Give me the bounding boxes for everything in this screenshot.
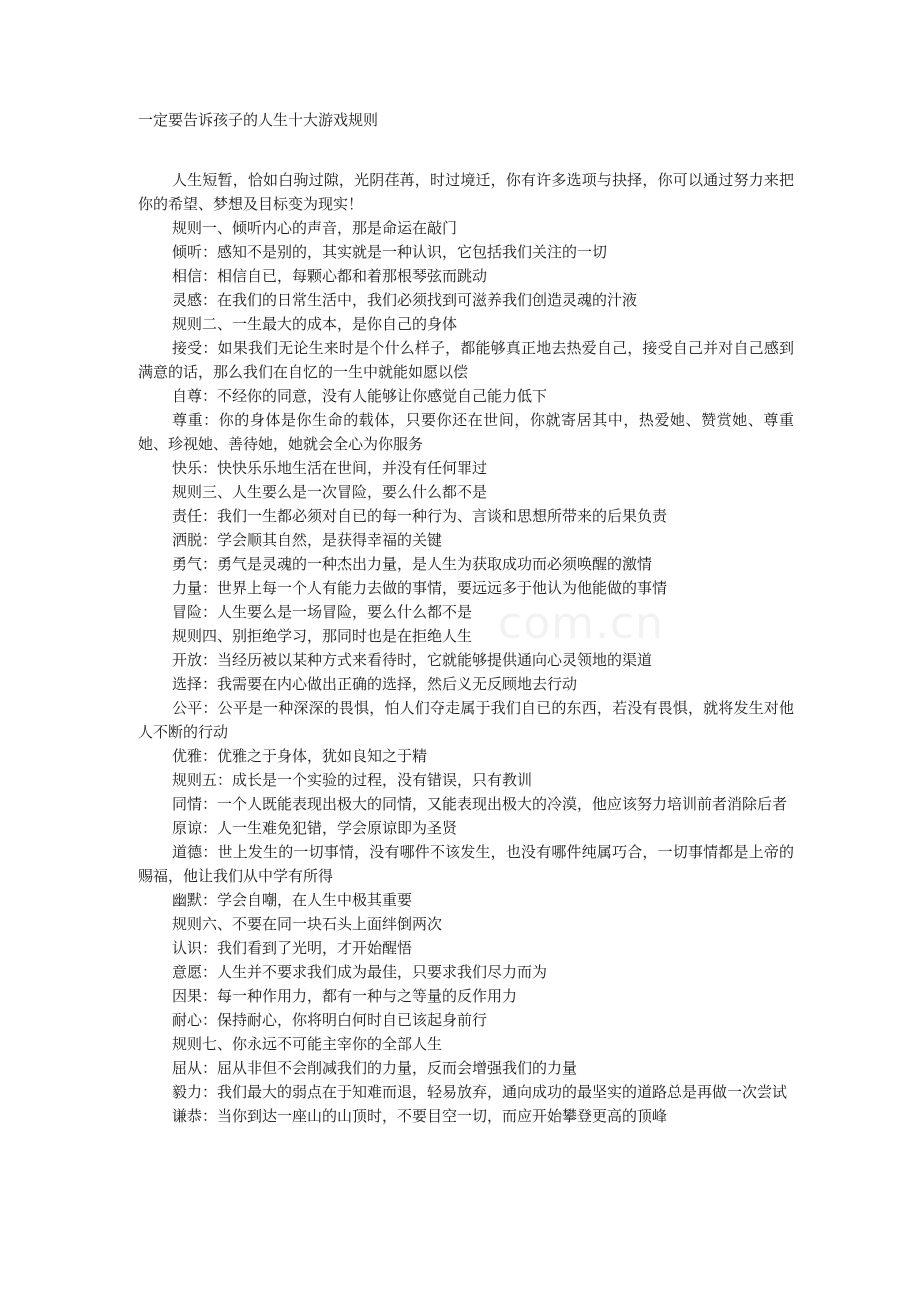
- body-paragraph: 自尊：不经你的同意，没有人能够让你感觉自己能力低下: [172, 387, 548, 405]
- body-paragraph: 规则五：成长是一个实验的过程，没有错误，只有教训: [172, 771, 533, 789]
- body-paragraph: 同情：一个人既能表现出极大的同情，又能表现出极大的冷漠，他应该努力培训前者消除后者: [172, 795, 788, 813]
- body-paragraph: 力量：世界上每一个人有能力去做的事情，要远远多于他认为他能做的事情: [172, 579, 668, 597]
- body-paragraph: 规则二、一生最大的成本，是你自己的身体: [172, 315, 458, 333]
- body-paragraph: 规则一、倾听内心的声音，那是命运在敲门: [172, 219, 458, 237]
- body-paragraph: 规则四、别拒绝学习，那同时也是在拒绝人生: [172, 627, 473, 645]
- body-paragraph: 开放：当经历被以某种方式来看待时，它就能够提供通向心灵领地的渠道: [172, 651, 653, 669]
- body-paragraph: 公平：公平是一种深深的畏惧，怕人们夺走属于我们自已的东西，若没有畏惧，就将发生对他人不断的行动: [138, 699, 794, 741]
- body-paragraph: 规则七、你永远不可能主宰你的全部人生: [172, 1035, 443, 1053]
- watermark-text: com.cn: [498, 598, 665, 649]
- body-paragraph: 洒脱：学会顺其自然，是获得幸福的关键: [172, 531, 443, 549]
- body-paragraph: 灵感：在我们的日常生活中，我们必须找到可滋养我们创造灵魂的汁液: [172, 291, 638, 309]
- body-paragraph: 勇气：勇气是灵魂的一种杰出力量，是人生为获取成功而必须唤醒的激情: [172, 555, 653, 573]
- body-paragraph: 原谅：人一生难免犯错，学会原谅即为圣贤: [172, 819, 458, 837]
- body-paragraph: 快乐：快快乐乐地生活在世间，并没有任何罪过: [172, 459, 488, 477]
- body-paragraph: 责任：我们一生都必须对自已的每一种行为、言谈和思想所带来的后果负责: [172, 507, 668, 525]
- body-paragraph: 幽默：学会自嘲，在人生中极其重要: [172, 891, 413, 909]
- body-paragraph: 规则三、人生要么是一次冒险，要么什么都不是: [172, 483, 488, 501]
- body-paragraph: 道德：世上发生的一切事情，没有哪件不该发生，也没有哪件纯属巧合，一切事情都是上帝的赐福，他让我们从中学有所得: [138, 843, 794, 885]
- body-paragraph: 人生短暂，恰如白驹过隙，光阴荏苒，时过境迁，你有许多选项与抉择，你可以通过努力来把你的希望、梦想及目标变为现实！: [138, 171, 794, 213]
- body-paragraph: 冒险：人生要么是一场冒险，要么什么都不是: [172, 603, 473, 621]
- body-paragraph: 尊重：你的身体是你生命的载体，只要你还在世间，你就寄居其中，热爱她、赞赏她、尊重她、珍视她、善待她，她就会全心为你服务: [138, 411, 794, 453]
- body-paragraph: 接受：如果我们无论生来时是个什么样子，都能够真正地去热爱自己，接受自己并对自己感到满意的话，那么我们在自忆的一生中就能如愿以偿: [138, 339, 794, 381]
- body-paragraph: 屈从：屈从非但不会削减我们的力量，反而会增强我们的力量: [172, 1059, 578, 1077]
- body-paragraph: 意愿：人生并不要求我们成为最佳，只要求我们尽力而为: [172, 963, 548, 981]
- document-body: [138, 168, 794, 1128]
- body-paragraph: 毅力：我们最大的弱点在于知难而退，轻易放弃，通向成功的最坚实的道路总是再做一次尝试: [172, 1083, 788, 1101]
- body-paragraph: 优雅：优雅之于身体，犹如良知之于精: [172, 747, 428, 765]
- document-title: 一定要告诉孩子的人生十大游戏规则: [138, 111, 379, 129]
- body-paragraph: 倾听：感知不是别的，其实就是一种认识，它包括我们关注的一切: [172, 243, 608, 261]
- body-paragraph: 谦恭：当你到达一座山的山顶时，不要目空一切，而应开始攀登更高的顶峰: [172, 1107, 668, 1125]
- body-paragraph: 选择：我需要在内心做出正确的选择，然后义无反顾地去行动: [172, 675, 578, 693]
- document-page: [138, 108, 794, 1128]
- body-paragraph: 认识：我们看到了光明，才开始醒悟: [172, 939, 413, 957]
- body-paragraph: 因果：每一种作用力，都有一种与之等量的反作用力: [172, 987, 518, 1005]
- body-paragraph: 规则六、不要在同一块石头上面绊倒两次: [172, 915, 443, 933]
- body-paragraph: 耐心：保持耐心，你将明白何时自已该起身前行: [172, 1011, 488, 1029]
- body-paragraph: 相信：相信自已，每颗心都和着那根琴弦而跳动: [172, 267, 488, 285]
